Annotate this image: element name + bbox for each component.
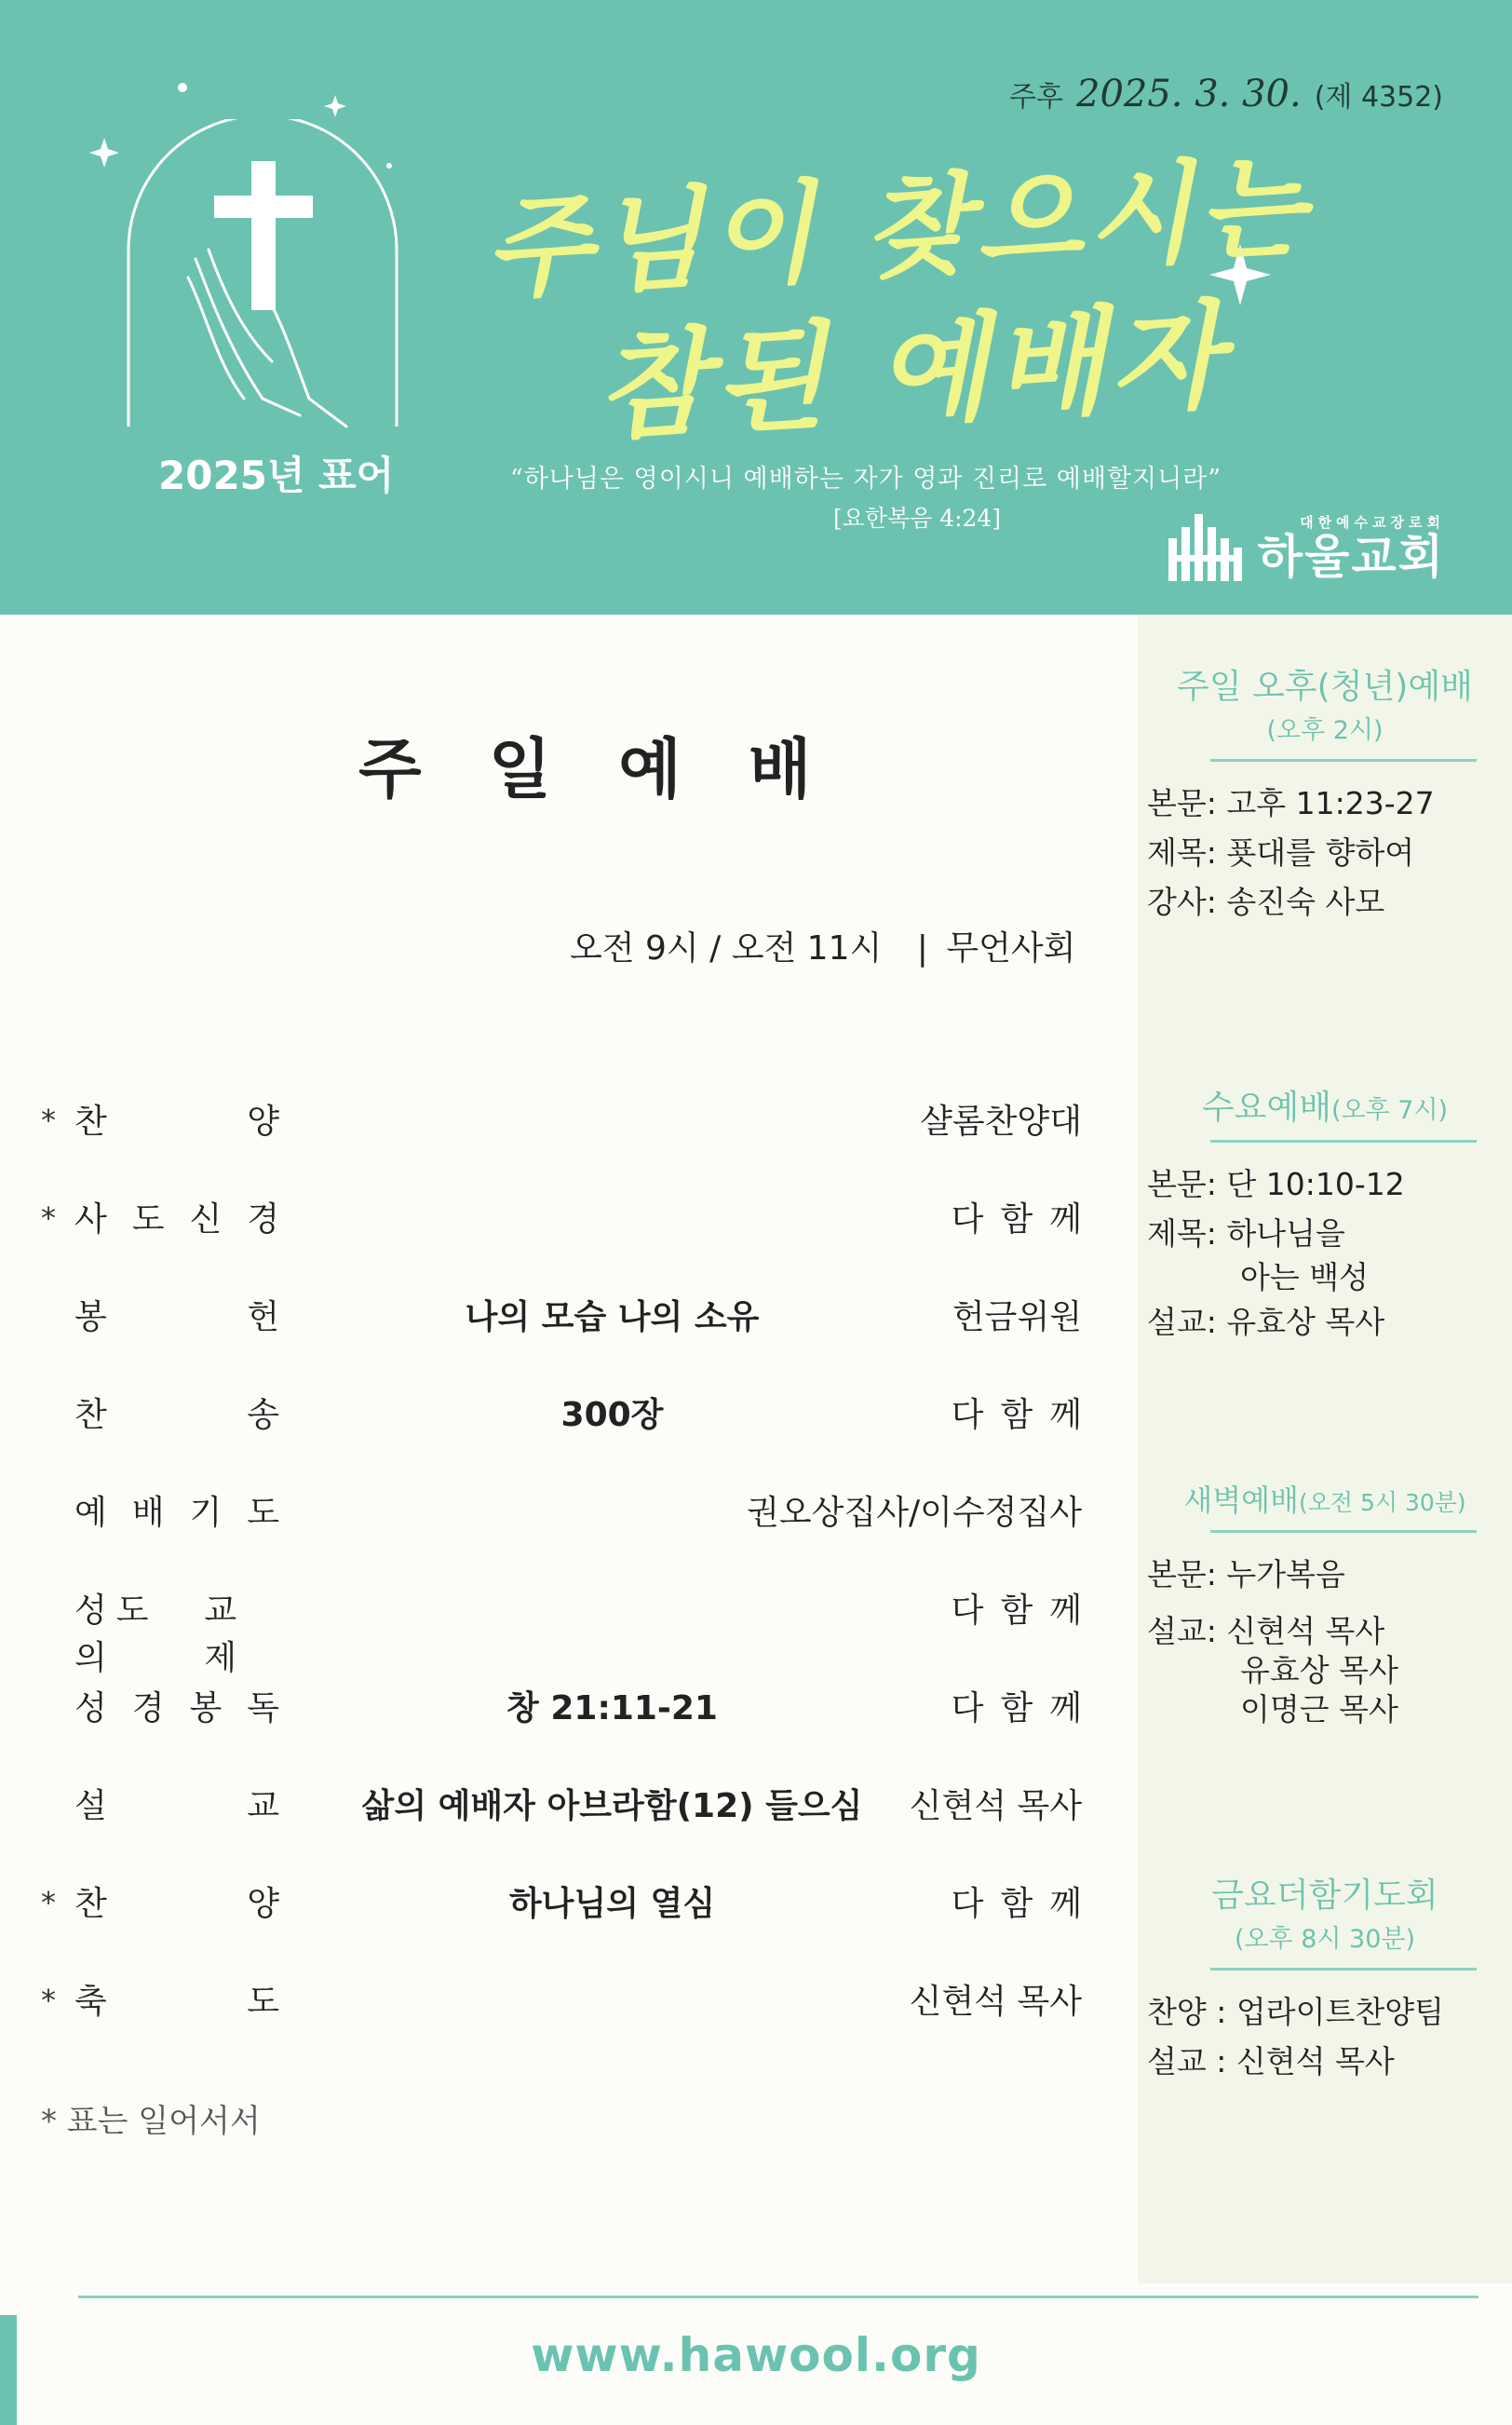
order-row [0, 1090, 1138, 1145]
standing-mark: * [41, 1200, 56, 1236]
dot-leader [321, 1320, 451, 1323]
page-title: 주일예배 [358, 731, 879, 807]
afternoon-service-title: 주일 오후(청년)예배 [1177, 668, 1473, 706]
issue-number: (제 4352) [1314, 81, 1443, 114]
order-item-person: 신현석 목사 [909, 1787, 1082, 1825]
service-presider: 무언사회 [946, 929, 1076, 968]
order-item-content: 창 21:11-21 [506, 1689, 718, 1727]
dot-leader [321, 1711, 492, 1714]
dot-leader [877, 1809, 903, 1812]
friday-preacher: 설교 : 신현석 목사 [1147, 2042, 1395, 2080]
standing-mark: * [41, 1983, 56, 2018]
scripture-quote: “하나님은 영이시니 예배하는 자가 영과 진리로 예배할지니라” [509, 465, 1222, 494]
order-item-person: 다함께 [951, 1200, 1099, 1239]
church-logo [1167, 510, 1445, 583]
order-row [0, 1774, 1138, 1830]
dawn-preacher-1: 설교: 신현석 목사 [1147, 1613, 1385, 1650]
afternoon-service-time: (오후 2시) [1266, 715, 1384, 745]
order-item-label: 예 배 기 도 [74, 1494, 279, 1532]
friday-praise: 찬양 : 업라이트찬양팀 [1147, 1993, 1444, 2030]
year-motto-label: 2025년 표어 [158, 453, 395, 498]
sidebar-afternoon-service [1138, 669, 1512, 927]
service-time-values: 오전 9시 / 오전 11시 [570, 929, 883, 968]
sparkle-icon [89, 138, 119, 168]
dot-leader [321, 1906, 494, 1910]
dot-leader [321, 1597, 903, 1601]
divider [1210, 1530, 1477, 1533]
afternoon-text: 본문: 고후 11:23-27 [1147, 784, 1435, 821]
dawn-service-title: 새벽예배(오전 5시 30분) [1183, 1483, 1466, 1518]
order-item-person: 샬롬찬양대 [920, 1103, 1082, 1141]
scripture-reference: [요한복음 4:24] [832, 505, 1002, 532]
standing-mark: * [41, 1103, 56, 1138]
dot-leader [321, 1809, 347, 1812]
order-row [0, 1481, 1138, 1537]
dot-leader [678, 1417, 903, 1421]
wednesday-preacher: 설교: 유효상 목사 [1147, 1303, 1385, 1340]
dawn-preacher-2: 유효상 목사 [1240, 1652, 1398, 1689]
order-item-person: 헌금위원 [952, 1298, 1082, 1336]
afternoon-speaker: 강사: 송진숙 사모 [1147, 883, 1385, 920]
order-item-detail [321, 1095, 903, 1112]
order-row [0, 1872, 1138, 1928]
order-row [0, 1578, 1138, 1677]
order-item-label: 찬 양 [74, 1103, 279, 1141]
order-item-label: 축 도 [74, 1983, 279, 2021]
order-item-person: 다함께 [951, 1885, 1099, 1923]
dot-leader [321, 1988, 903, 1992]
sparkle-icon [178, 83, 187, 92]
order-item-content: 삶의 예배자 아브라함(12) 들으심 [361, 1787, 863, 1825]
order-item-content: 나의 모습 나의 소유 [465, 1298, 760, 1336]
sidebar-wednesday-service [1138, 1090, 1512, 1347]
order-item-label: 사 도 신 경 [74, 1200, 279, 1239]
order-item-person: 권오상집사/이수정집사 [747, 1494, 1082, 1532]
sidebar-friday-service [1138, 1877, 1512, 2086]
order-item-detail [321, 1389, 903, 1436]
order-item-detail [321, 1975, 903, 1992]
wednesday-service-title: 수요예배(오후 7시) [1201, 1089, 1449, 1127]
standing-mark: * [41, 1885, 56, 1920]
dot-leader [321, 1206, 903, 1210]
dot-leader [321, 1108, 903, 1112]
order-item-detail [321, 1780, 903, 1827]
order-item-label: 성 경 봉 독 [74, 1689, 279, 1727]
footnote-standing: * 표는 일어서서 [41, 2103, 261, 2140]
dot-leader [321, 1417, 547, 1421]
divider [1210, 1140, 1477, 1143]
order-row [0, 1187, 1138, 1243]
date-prefix: 주후 [1009, 81, 1063, 114]
order-item-label: 성도의 교제 [74, 1592, 246, 1677]
order-item-person: 다함께 [951, 1396, 1099, 1434]
order-row [0, 1285, 1138, 1341]
dawn-preacher-3: 이명근 목사 [1240, 1691, 1398, 1728]
dot-leader [774, 1320, 903, 1323]
church-name: 하울교회 [1257, 530, 1445, 584]
dot-leader [733, 1711, 903, 1714]
motto-line-2: 참된 예배자 [593, 288, 1231, 456]
order-item-detail [321, 1291, 903, 1338]
friday-service-title: 금요더함기도회 [1211, 1876, 1438, 1915]
church-logo-icon [1167, 510, 1245, 583]
date-value: 2025. 3. 30. [1076, 73, 1302, 115]
order-item-label: 찬 양 [74, 1885, 279, 1923]
service-times: 오전 9시 / 오전 11시 | 무언사회 [570, 929, 1076, 968]
wednesday-topic-cont: 아는 백성 [1240, 1258, 1370, 1295]
issue-date [1009, 73, 1443, 115]
order-item-detail [321, 1486, 784, 1503]
sparkle-icon [324, 95, 346, 117]
order-item-content: 하나님의 열심 [508, 1885, 716, 1923]
sidebar-dawn-service [1138, 1484, 1512, 1729]
dot-leader [321, 1499, 784, 1503]
order-item-person: 다함께 [951, 1592, 1099, 1630]
order-item-label: 찬 송 [74, 1396, 279, 1434]
order-item-detail [321, 1877, 903, 1925]
denomination-label: 대한예수교장로회 [1300, 514, 1445, 531]
order-item-label: 봉 헌 [74, 1298, 279, 1336]
friday-service-time: (오후 8시 30분) [1234, 1924, 1416, 1954]
order-item-label: 설 교 [74, 1787, 279, 1825]
order-item-person: 다함께 [951, 1689, 1099, 1727]
order-row [0, 1970, 1138, 2025]
header-band [0, 0, 1512, 615]
order-row [0, 1676, 1138, 1732]
website-link[interactable]: www.hawool.org [531, 2328, 981, 2382]
order-item-detail [321, 1682, 903, 1729]
divider [1210, 759, 1477, 762]
order-item-detail [321, 1193, 903, 1210]
scripture-verse [484, 458, 1248, 534]
order-row [0, 1383, 1138, 1439]
wednesday-text: 본문: 단 10:10-12 [1147, 1165, 1405, 1202]
order-item-detail [321, 1584, 903, 1601]
wednesday-topic: 제목: 하나님을 [1147, 1214, 1345, 1252]
dawn-text: 본문: 누가복음 [1147, 1556, 1345, 1593]
order-item-person: 신현석 목사 [909, 1983, 1082, 2021]
afternoon-topic: 제목: 푯대를 향하여 [1147, 833, 1415, 871]
motto-line-1: 주님이 찾으시는 [481, 141, 1314, 315]
praying-hands-cross-icon [123, 119, 402, 436]
divider [1210, 1968, 1477, 1971]
footer-divider [78, 2296, 1478, 2298]
dot-leader [730, 1906, 903, 1910]
order-item-content: 300장 [560, 1396, 664, 1434]
